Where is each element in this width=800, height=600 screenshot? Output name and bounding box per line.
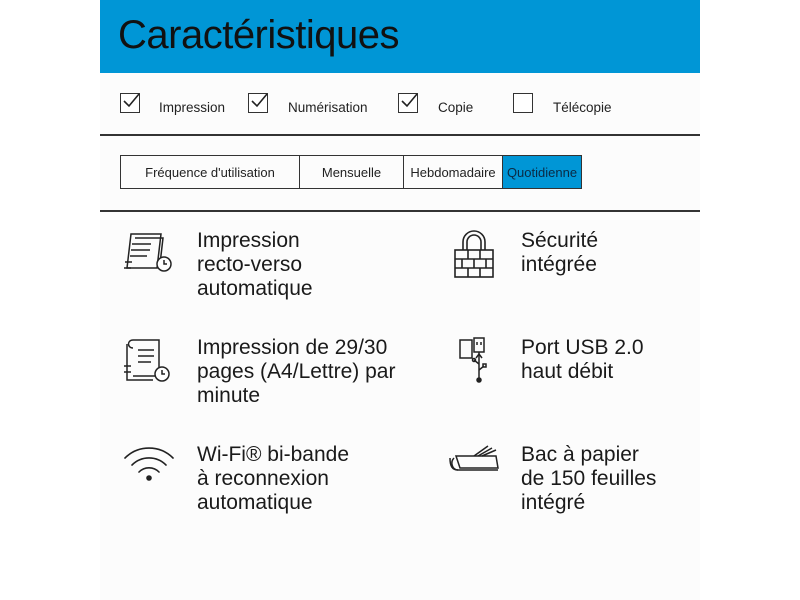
feature-usb: Port USB 2.0 haut débit <box>521 336 644 383</box>
feature-duplex: Impression recto-verso automatique <box>197 229 313 300</box>
checkmark-icon <box>398 90 420 112</box>
function-checklist <box>0 93 800 123</box>
divider <box>100 134 700 136</box>
usb-icon <box>448 334 500 386</box>
padlock-icon <box>448 228 500 280</box>
paper-tray-icon <box>448 440 500 492</box>
feature-paper-tray: Bac à papier de 150 feuilles intégré <box>521 443 657 514</box>
usage-frequency-label: Fréquence d'utilisation <box>121 156 300 188</box>
wifi-icon <box>123 438 175 490</box>
checkbox-label: Impression <box>159 100 226 115</box>
checkbox-numerisation[interactable] <box>248 93 268 113</box>
usage-option-hebdomadaire[interactable]: Hebdomadaire <box>404 156 503 188</box>
divider <box>100 210 700 212</box>
checkbox-label: Copie <box>438 100 474 115</box>
usage-option-mensuelle[interactable]: Mensuelle <box>300 156 404 188</box>
checkbox-telecopie[interactable] <box>513 93 533 113</box>
feature-print-speed: Impression de 29/30 pages (A4/Lettre) par minute <box>197 336 396 407</box>
print-speed-icon <box>123 336 175 388</box>
checkmark-icon <box>120 90 142 112</box>
usage-option-quotidienne[interactable]: Quotidienne <box>503 156 581 188</box>
checkbox-label: Numérisation <box>288 100 368 115</box>
feature-security: Sécurité intégrée <box>521 229 599 276</box>
feature-wifi: Wi-Fi® bi-bande à reconnexion automatique <box>197 443 350 514</box>
checkbox-impression[interactable] <box>120 93 140 113</box>
usage-frequency-table <box>120 155 582 189</box>
checkbox-label: Télécopie <box>553 100 612 115</box>
page-title: Caractéristiques <box>118 13 400 57</box>
checkbox-copie[interactable] <box>398 93 418 113</box>
duplex-print-icon <box>123 228 175 280</box>
checkmark-icon <box>248 90 270 112</box>
